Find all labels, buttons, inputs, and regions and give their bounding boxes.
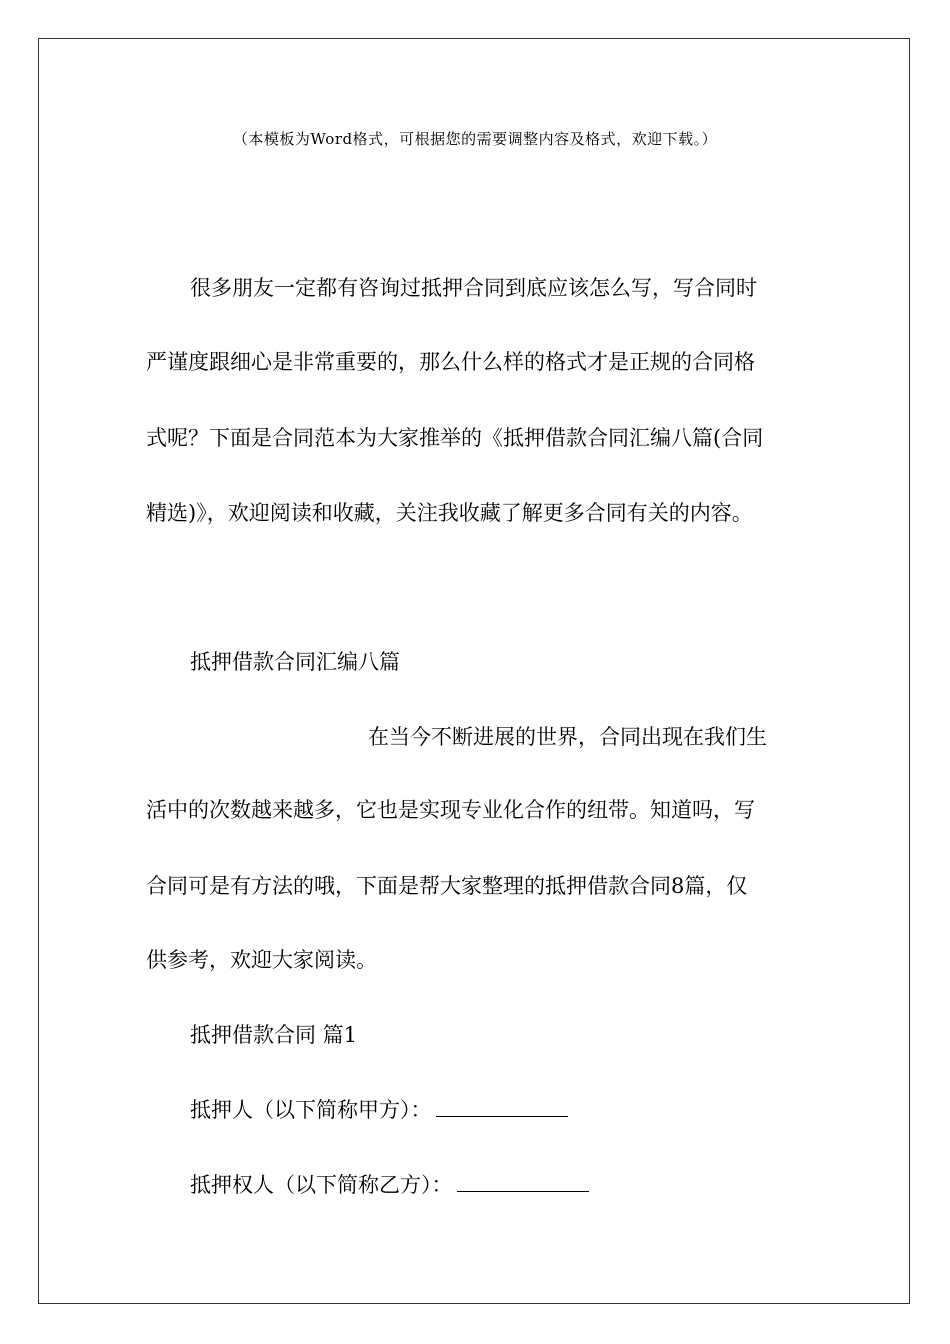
intro-line-1: 很多朋友一定都有咨询过抵押合同到底应该怎么写，写合同时	[190, 276, 757, 300]
intro-line-2: 严谨度跟细心是非常重要的，那么什么样的格式才是正规的合同格	[146, 350, 755, 374]
preface-line-3: 合同可是有方法的哦，下面是帮大家整理的抵押借款合同8篇，仅	[146, 874, 748, 898]
intro-line-4: 精选)》，欢迎阅读和收藏，关注我收藏了解更多合同有关的内容。	[146, 501, 753, 525]
party-b-label: 抵押权人（以下简称乙方）：	[190, 1173, 453, 1197]
party-a-label: 抵押人（以下简称甲方）：	[190, 1098, 432, 1122]
preface-line-1: 在当今不断进展的世界，合同出现在我们生	[368, 725, 767, 749]
preface-line-2: 活中的次数越来越多，它也是实现专业化合作的纽带。知道吗，写	[146, 798, 755, 822]
contract-title: 抵押借款合同 篇1	[190, 1023, 358, 1047]
party-a-row	[190, 1100, 568, 1121]
party-b-row	[190, 1175, 589, 1196]
preface-line-4: 供参考，欢迎大家阅读。	[146, 948, 377, 972]
intro-line-3: 式呢？下面是合同范本为大家推举的《抵押借款合同汇编八篇(合同	[146, 426, 764, 450]
template-notice: （本模板为Word格式，可根据您的需要调整内容及格式，欢迎下载。）	[232, 130, 718, 148]
section-title: 抵押借款合同汇编八篇	[190, 650, 400, 674]
party-a-blank[interactable]	[436, 1102, 568, 1117]
party-b-blank[interactable]	[457, 1177, 589, 1192]
